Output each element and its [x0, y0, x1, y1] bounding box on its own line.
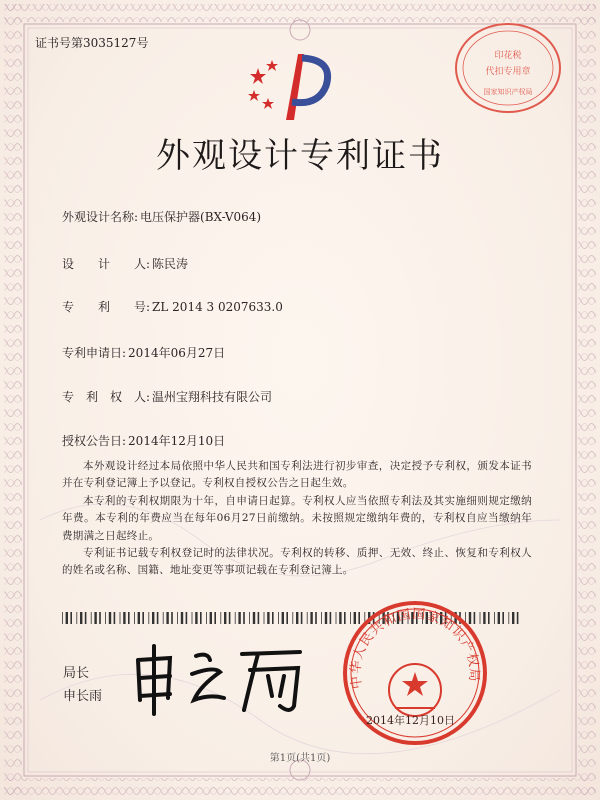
- tax-stamp-line1: 印花税: [494, 51, 522, 61]
- field-value: ZL 2014 3 0207633.0: [152, 300, 283, 314]
- field-designer: [62, 255, 188, 272]
- field-label: 专 利 权 人:: [62, 390, 151, 404]
- field-value: 温州宝翔科技有限公司: [152, 390, 273, 404]
- director-name: 申长雨: [63, 689, 103, 704]
- field-grant-date: [62, 432, 225, 449]
- field-value: 2014年12月10日: [128, 434, 226, 448]
- director-title: 局长: [63, 666, 90, 681]
- certificate-body: [62, 458, 532, 580]
- field-label: 设 计 人:: [62, 257, 151, 271]
- tax-stamp-line2: 代扣专用章: [485, 67, 531, 77]
- field-application-date: [62, 344, 225, 361]
- field-label: 授权公告日:: [62, 434, 127, 448]
- body-paragraph: 专利证书记载专利权登记时的法律状况。专利权的转移、质押、无效、终止、恢复和专利权人的姓名或名称、国籍、地址变更等事项记载在专利登记簿上。: [62, 547, 532, 577]
- field-label: 外观设计名称:: [62, 210, 139, 224]
- field-value: 电压保护器(BX-V064): [140, 210, 262, 224]
- page-number: 第1页(共1页): [269, 753, 331, 764]
- seal-text: 中华人民共和国国家知识产权局: [348, 606, 482, 690]
- tax-stamp-bottom: 国家知识产权局: [483, 88, 533, 96]
- field-label: 专 利 号:: [62, 300, 151, 314]
- cnipa-logo-icon: [246, 50, 336, 122]
- director-signature: [130, 640, 310, 720]
- seal-date: 2014年12月10日: [366, 714, 455, 727]
- field-label: 专利申请日:: [62, 346, 127, 360]
- field-patent-number: [62, 298, 283, 315]
- field-design-name: [62, 208, 261, 225]
- body-paragraph: 本外观设计经过本局依照中华人民共和国专利法进行初步审查，决定授予专利权，颁发本证书并在专利登记簿上予以登记。专利权自授权公告之日起生效。: [62, 460, 532, 490]
- field-patentee: [62, 388, 272, 405]
- certificate-number: 证书号第3035127号: [35, 36, 149, 50]
- body-paragraph: 本专利的专利权期限为十年，自申请日起算。专利权人应当依照专利法及其实施细则规定缴纳年费。本专利的年费应当在每年06月27日前缴纳。未按照规定缴纳年费的，专利权自应当缴纳年费期满之日起终止。: [62, 494, 532, 542]
- field-value: 2014年06月27日: [128, 346, 226, 360]
- field-value: 陈民涛: [152, 257, 189, 271]
- page-title: 外观设计专利证书: [156, 136, 444, 176]
- director-block: [63, 662, 102, 708]
- tax-stamp: [452, 20, 564, 116]
